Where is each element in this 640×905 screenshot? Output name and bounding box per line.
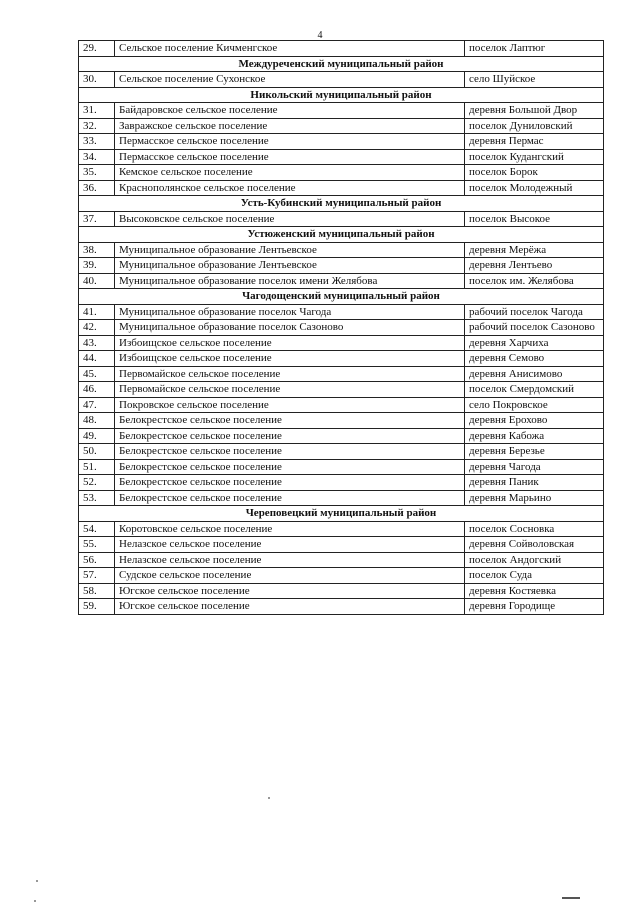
- row-number: 36.: [79, 180, 115, 196]
- row-number: 45.: [79, 366, 115, 382]
- row-number: 39.: [79, 258, 115, 274]
- row-number: 41.: [79, 304, 115, 320]
- table-row: [79, 242, 604, 258]
- table-row: [79, 273, 604, 289]
- table-row: [79, 459, 604, 475]
- table-row: [79, 72, 604, 88]
- municipality-name: Белокрестское сельское поселение: [115, 490, 465, 506]
- row-number: 55.: [79, 537, 115, 553]
- district-title: Чагодощенский муниципальный район: [79, 289, 604, 305]
- district-title: Череповецкий муниципальный район: [79, 506, 604, 522]
- table-row: [79, 599, 604, 615]
- municipality-name: Белокрестское сельское поселение: [115, 459, 465, 475]
- table-row: [79, 583, 604, 599]
- row-number: 53.: [79, 490, 115, 506]
- table-row: [79, 552, 604, 568]
- table-row: [79, 428, 604, 444]
- admin-center: деревня Ерохово: [465, 413, 604, 429]
- municipality-name: Муниципальное образование Лентьевское: [115, 242, 465, 258]
- admin-center: село Покровское: [465, 397, 604, 413]
- row-number: 56.: [79, 552, 115, 568]
- table-row: [79, 165, 604, 181]
- admin-center: деревня Костяевка: [465, 583, 604, 599]
- admin-center: поселок им. Желябова: [465, 273, 604, 289]
- district-title: Междуреченский муниципальный район: [79, 56, 604, 72]
- scan-mark: [562, 897, 580, 899]
- admin-center: деревня Мерёжа: [465, 242, 604, 258]
- table-row: [79, 304, 604, 320]
- table-row: [79, 366, 604, 382]
- municipality-name: Завражское сельское поселение: [115, 118, 465, 134]
- admin-center: деревня Березье: [465, 444, 604, 460]
- scan-speck: [36, 880, 38, 882]
- table-row: [79, 537, 604, 553]
- table-body: [79, 41, 604, 615]
- row-number: 50.: [79, 444, 115, 460]
- municipality-name: Нелазское сельское поселение: [115, 537, 465, 553]
- district-title: Устюженский муниципальный район: [79, 227, 604, 243]
- municipality-name: Сельское поселение Кичменгское: [115, 41, 465, 57]
- admin-center: деревня Марьино: [465, 490, 604, 506]
- row-number: 38.: [79, 242, 115, 258]
- table-row: [79, 351, 604, 367]
- row-number: 47.: [79, 397, 115, 413]
- table-row: [79, 118, 604, 134]
- row-number: 57.: [79, 568, 115, 584]
- row-number: 59.: [79, 599, 115, 615]
- table-row: [79, 413, 604, 429]
- municipality-name: Югское сельское поселение: [115, 583, 465, 599]
- admin-center: деревня Большой Двор: [465, 103, 604, 119]
- page-number: 4: [317, 30, 323, 41]
- admin-center: деревня Харчиха: [465, 335, 604, 351]
- municipality-name: Югское сельское поселение: [115, 599, 465, 615]
- municipality-name: Нелазское сельское поселение: [115, 552, 465, 568]
- table-row: [79, 475, 604, 491]
- municipality-name: Сельское поселение Сухонское: [115, 72, 465, 88]
- municipality-name: Покровское сельское поселение: [115, 397, 465, 413]
- district-header-row: [79, 56, 604, 72]
- table-row: [79, 397, 604, 413]
- admin-center: деревня Сойволовская: [465, 537, 604, 553]
- settlements-table: [78, 40, 604, 615]
- admin-center: поселок Андогский: [465, 552, 604, 568]
- row-number: 46.: [79, 382, 115, 398]
- municipality-name: Белокрестское сельское поселение: [115, 444, 465, 460]
- table-row: [79, 521, 604, 537]
- municipality-name: Муниципальное образование поселок Чагода: [115, 304, 465, 320]
- table-row: [79, 134, 604, 150]
- admin-center: поселок Лаптюг: [465, 41, 604, 57]
- municipality-name: Белокрестское сельское поселение: [115, 413, 465, 429]
- municipality-name: Белокрестское сельское поселение: [115, 428, 465, 444]
- table-row: [79, 180, 604, 196]
- municipality-name: Первомайское сельское поселение: [115, 366, 465, 382]
- municipality-name: Избоищское сельское поселение: [115, 351, 465, 367]
- admin-center: поселок Сосновка: [465, 521, 604, 537]
- admin-center: рабочий поселок Сазоново: [465, 320, 604, 336]
- admin-center: поселок Кудангский: [465, 149, 604, 165]
- admin-center: деревня Городище: [465, 599, 604, 615]
- admin-center: деревня Лентьево: [465, 258, 604, 274]
- municipality-name: Высоковское сельское поселение: [115, 211, 465, 227]
- municipality-name: Белокрестское сельское поселение: [115, 475, 465, 491]
- row-number: 33.: [79, 134, 115, 150]
- row-number: 52.: [79, 475, 115, 491]
- table-row: [79, 320, 604, 336]
- row-number: 58.: [79, 583, 115, 599]
- table-row: [79, 335, 604, 351]
- admin-center: деревня Паник: [465, 475, 604, 491]
- row-number: 37.: [79, 211, 115, 227]
- admin-center: деревня Семово: [465, 351, 604, 367]
- municipality-name: Избоищское сельское поселение: [115, 335, 465, 351]
- table-row: [79, 149, 604, 165]
- admin-center: деревня Пермас: [465, 134, 604, 150]
- district-title: Усть-Кубинский муниципальный район: [79, 196, 604, 212]
- row-number: 51.: [79, 459, 115, 475]
- row-number: 44.: [79, 351, 115, 367]
- municipality-name: Муниципальное образование Лентьевское: [115, 258, 465, 274]
- row-number: 32.: [79, 118, 115, 134]
- district-header-row: [79, 196, 604, 212]
- row-number: 49.: [79, 428, 115, 444]
- municipality-name: Байдаровское сельское поселение: [115, 103, 465, 119]
- municipality-name: Коротовское сельское поселение: [115, 521, 465, 537]
- admin-center: деревня Кабожа: [465, 428, 604, 444]
- row-number: 48.: [79, 413, 115, 429]
- admin-center: поселок Дуниловский: [465, 118, 604, 134]
- admin-center: поселок Суда: [465, 568, 604, 584]
- admin-center: деревня Анисимово: [465, 366, 604, 382]
- municipality-name: Муниципальное образование поселок имени Желябова: [115, 273, 465, 289]
- admin-center: рабочий поселок Чагода: [465, 304, 604, 320]
- admin-center: село Шуйское: [465, 72, 604, 88]
- row-number: 42.: [79, 320, 115, 336]
- table-row: [79, 258, 604, 274]
- district-title: Никольский муниципальный район: [79, 87, 604, 103]
- admin-center: поселок Смердомский: [465, 382, 604, 398]
- row-number: 34.: [79, 149, 115, 165]
- table-row: [79, 382, 604, 398]
- municipality-name: Кемское сельское поселение: [115, 165, 465, 181]
- row-number: 43.: [79, 335, 115, 351]
- scan-speck: [268, 797, 270, 799]
- municipality-name: Краснополянское сельское поселение: [115, 180, 465, 196]
- municipality-name: Первомайское сельское поселение: [115, 382, 465, 398]
- scan-speck: [34, 900, 36, 902]
- admin-center: деревня Чагода: [465, 459, 604, 475]
- row-number: 54.: [79, 521, 115, 537]
- table-row: [79, 490, 604, 506]
- table-row: [79, 211, 604, 227]
- table-row: [79, 444, 604, 460]
- municipality-name: Судское сельское поселение: [115, 568, 465, 584]
- row-number: 29.: [79, 41, 115, 57]
- row-number: 30.: [79, 72, 115, 88]
- admin-center: поселок Высокое: [465, 211, 604, 227]
- admin-center: поселок Молодежный: [465, 180, 604, 196]
- row-number: 40.: [79, 273, 115, 289]
- district-header-row: [79, 506, 604, 522]
- table-row: [79, 103, 604, 119]
- row-number: 31.: [79, 103, 115, 119]
- table-row: [79, 568, 604, 584]
- district-header-row: [79, 289, 604, 305]
- municipality-name: Муниципальное образование поселок Сазоново: [115, 320, 465, 336]
- municipality-name: Пермасское сельское поселение: [115, 134, 465, 150]
- district-header-row: [79, 87, 604, 103]
- admin-center: поселок Борок: [465, 165, 604, 181]
- municipality-name: Пермасское сельское поселение: [115, 149, 465, 165]
- row-number: 35.: [79, 165, 115, 181]
- table-row: [79, 41, 604, 57]
- district-header-row: [79, 227, 604, 243]
